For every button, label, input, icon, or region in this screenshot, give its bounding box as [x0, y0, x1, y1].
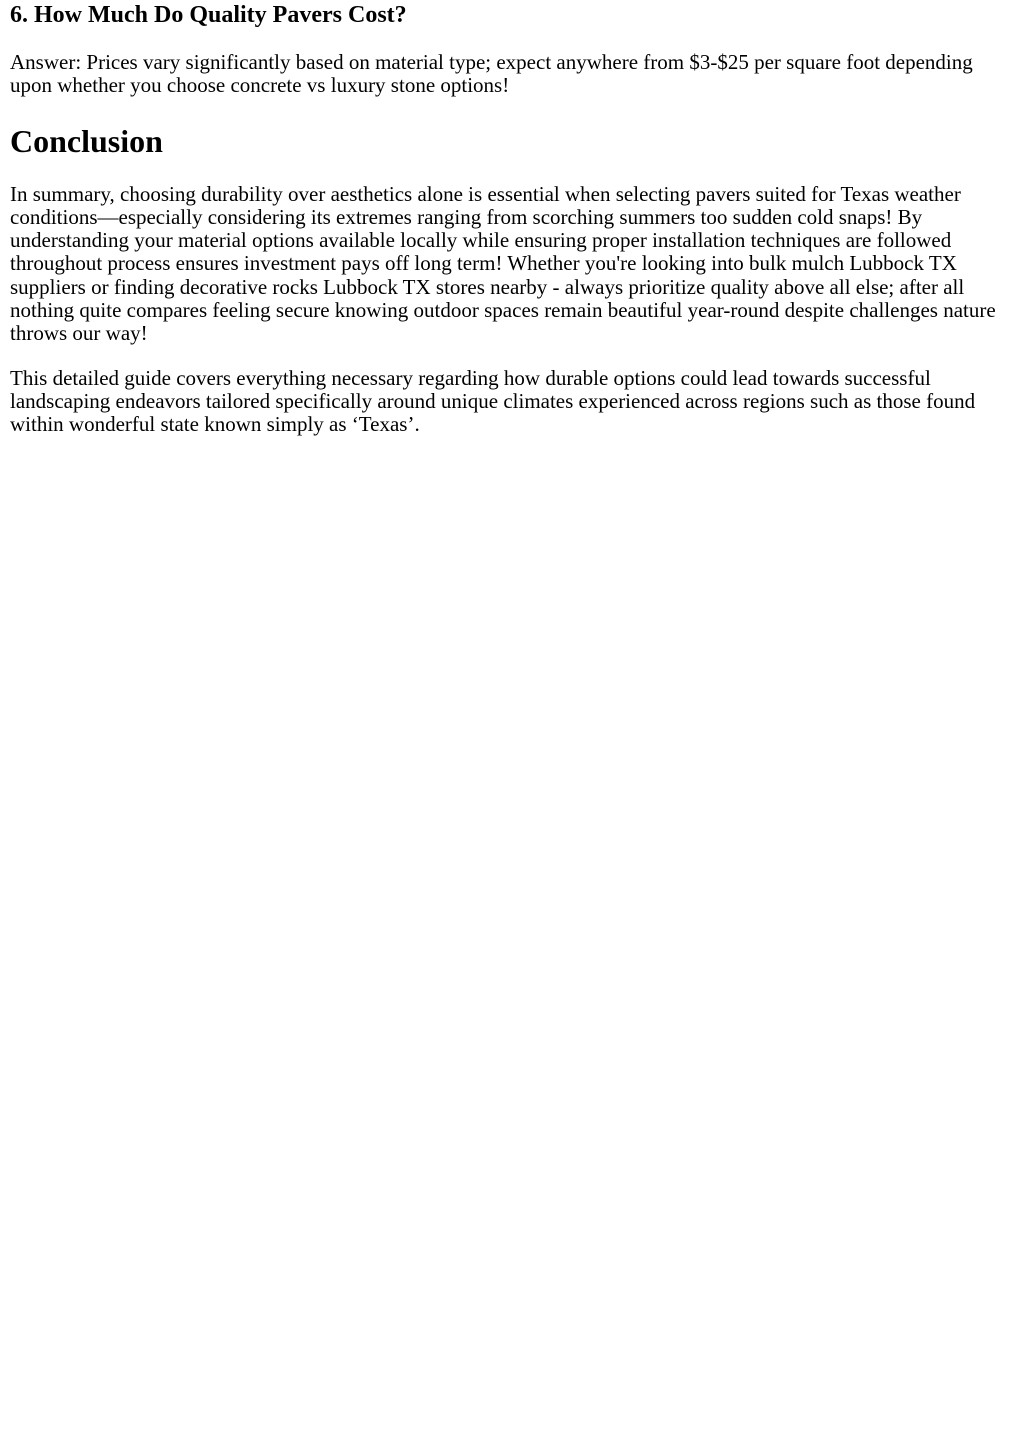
conclusion-paragraph-1: In summary, choosing durability over aesthetics alone is essential when selecting pavers suited for Texas weather conditions—especially considering its extremes ranging from scorching summers too sudden cold snaps! By understanding your material options available locally while ensuring proper installation techniques are followed throughout process ensures investment pays off long term! Whether you're looking into bulk mulch Lubbock TX suppliers or finding decorative rocks Lubbock TX stores nearby - always prioritize quality above all else; after all nothing quite compares feeling secure knowing outdoor spaces remain beautiful year-round despite challenges nature throws our way! — [10, 181, 996, 346]
conclusion-heading: Conclusion — [10, 122, 163, 159]
article-content — [10, 0, 1014, 437]
faq-question-heading: 6. How Much Do Quality Pavers Cost? — [10, 2, 407, 28]
faq-answer-text: Answer: Prices vary significantly based on material type; expect anywhere from $3-$25 per square foot depending upon whether you choose concrete vs luxury stone options! — [10, 50, 973, 98]
conclusion-paragraph-2: This detailed guide covers everything necessary regarding how durable options could lead towards successful landscaping endeavors tailored specifically around unique climates experienced across regions such as those found within wonderful state known simply as ‘Texas’. — [10, 365, 976, 437]
